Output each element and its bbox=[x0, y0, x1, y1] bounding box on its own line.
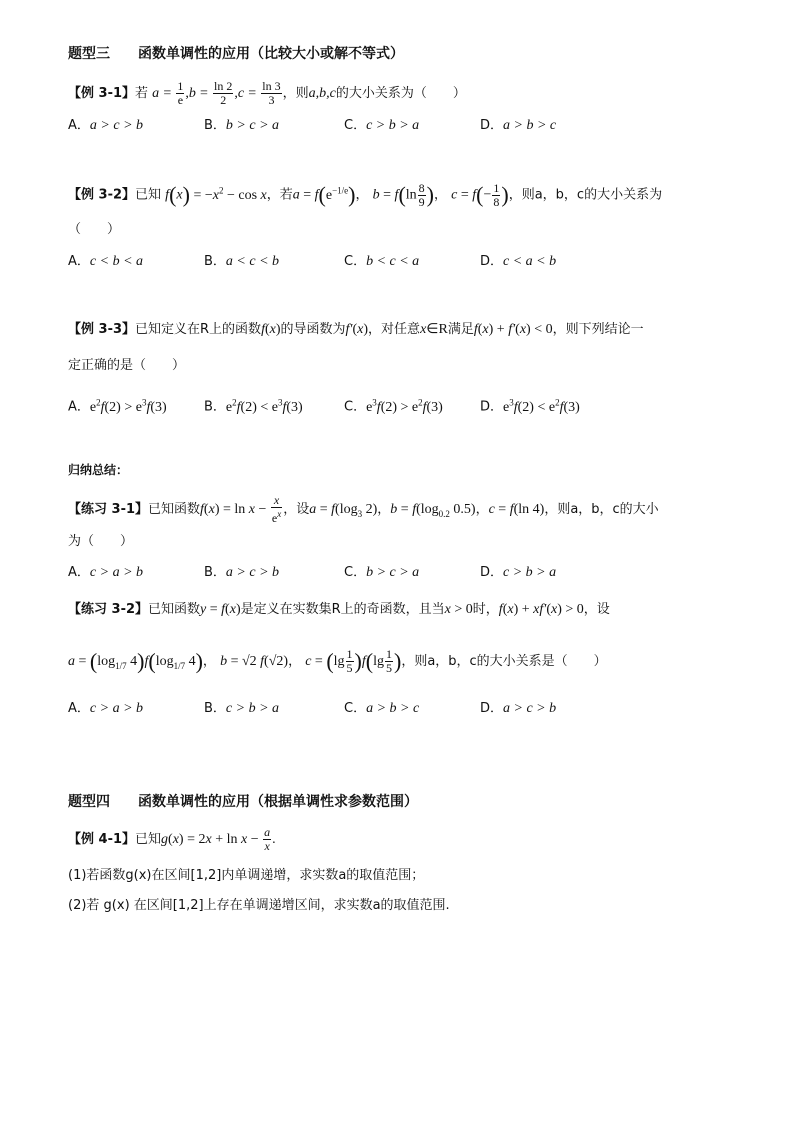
option-a: A．a > c > b bbox=[68, 118, 144, 133]
example-3-1-tag: 【例 3-1】 bbox=[68, 86, 136, 101]
option-a: A．c < b < a bbox=[68, 254, 144, 269]
option-b: B．c > b > a bbox=[204, 701, 280, 716]
example-3-1-pre: 若 bbox=[135, 86, 149, 101]
option-b: B．a < c < b bbox=[204, 254, 280, 269]
option-d: D．a > b > c bbox=[480, 118, 557, 133]
practice-3-2: 【练习 3-2】已知函数y = f(x)是定义在实数集R上的奇函数，且当x > 0时，f(x) + xf′(x) > 0，设 bbox=[68, 602, 610, 617]
example-3-3-tag: 【例 3-3】 bbox=[68, 322, 136, 337]
section-4-heading: 题型四 函数单调性的应用（根据单调性求参数范围） bbox=[68, 794, 418, 810]
option-d: D．c < a < b bbox=[480, 254, 557, 269]
example-3-3: 【例 3-3】已知定义在R上的函数f(x)的导函数为f′(x)，对任意x∈R满足f(x) + f′(x) < 0，则下列结论一 bbox=[68, 322, 644, 337]
practice-3-1-tag: 【练习 3-1】 bbox=[68, 502, 149, 517]
example-4-1-question-2: (2)若 g(x) 在区间[1,2]上存在单调递增区间，求实数a的取值范围. bbox=[68, 898, 450, 913]
practice-3-2-line2: $a = (\log_{1/7}$ $4)f(\log_{1/7}$ 4)， b = √2 f(√2)， c = (lg $\frac{1}{5}$ )f(lg $\frac{1}{5}$ )，则a，b，c的大小关系是（ ） bbox=[68, 647, 607, 675]
option-c: C．a > b > c bbox=[344, 701, 420, 716]
option-d: D．$e^3f(2) < e^2f(3)$ bbox=[480, 397, 580, 415]
option-a: A．c > a > b bbox=[68, 701, 144, 716]
example-3-2-tag: 【例 3-2】 bbox=[68, 187, 136, 203]
example-3-2-line2: （ ） bbox=[68, 222, 121, 237]
option-a: A．c > a > b bbox=[68, 565, 144, 580]
example-3-3-line2: 定正确的是（ ） bbox=[68, 358, 186, 373]
practice-3-1-line2: 为（ ） bbox=[68, 534, 134, 549]
option-c: C．c > b > a bbox=[344, 118, 420, 133]
example-3-2: 【例 3-2】已知 $f(x) = -x^2 - \cos x$，若$a = f(e^{-1/e})$， b = f(ln $\frac{8}{9}$ )， c = f(− $\frac{1}{8}$ )，则a，b，c的大小关系为 bbox=[68, 180, 663, 209]
practice-3-2-tag: 【练习 3-2】 bbox=[68, 602, 149, 617]
option-c: C．b > c > a bbox=[344, 565, 420, 580]
option-b: B．$e^2f(2) < e^3f(3)$ bbox=[204, 397, 303, 415]
example-4-1-tag: 【例 4-1】 bbox=[68, 832, 136, 847]
option-d: D．c > b > a bbox=[480, 565, 557, 580]
example-3-1-mid: ，则 bbox=[282, 86, 309, 101]
option-b: B．b > c > a bbox=[204, 118, 280, 133]
option-d: D．a > c > b bbox=[480, 701, 557, 716]
example-4-1-question-1: (1)若函数g(x)在区间[1,2]内单调递增，求实数a的取值范围； bbox=[68, 868, 425, 883]
option-c: C．$e^3f(2) > e^2f(3)$ bbox=[344, 397, 443, 415]
example-3-1-post: 的大小关系为（ ） bbox=[335, 86, 466, 101]
example-3-1: 【例 3-1】若 a = $\frac{1}{e}$ ,b = $\frac{\ln 2}{2}$ ,c = $\frac{\ln 3}{3}$ ，则a,b,c的大小关系为（ ） bbox=[68, 79, 466, 107]
section-3-heading: 题型三 函数单调性的应用（比较大小或解不等式） bbox=[68, 46, 404, 62]
practice-3-1: 【练习 3-1】已知函数f(x) = ln x − $\frac{x}{e^x}$ ，设$a = f(\log_3$ 2)，$b = f(\log_{0.2}$ 0.5)，c = f(ln 4)，则a，b，c的大小 bbox=[68, 493, 659, 525]
option-b: B．a > c > b bbox=[204, 565, 280, 580]
option-c: C．b < c < a bbox=[344, 254, 420, 269]
summary-label: 归纳总结： bbox=[68, 463, 129, 477]
option-a: A．$e^2f(2) > e^3f(3)$ bbox=[68, 397, 167, 415]
example-4-1: 【例 4-1】已知g(x) = 2x + ln x − $\frac{a}{x}$ . bbox=[68, 825, 276, 853]
example-3-1-vars: a,b,c bbox=[308, 86, 336, 101]
